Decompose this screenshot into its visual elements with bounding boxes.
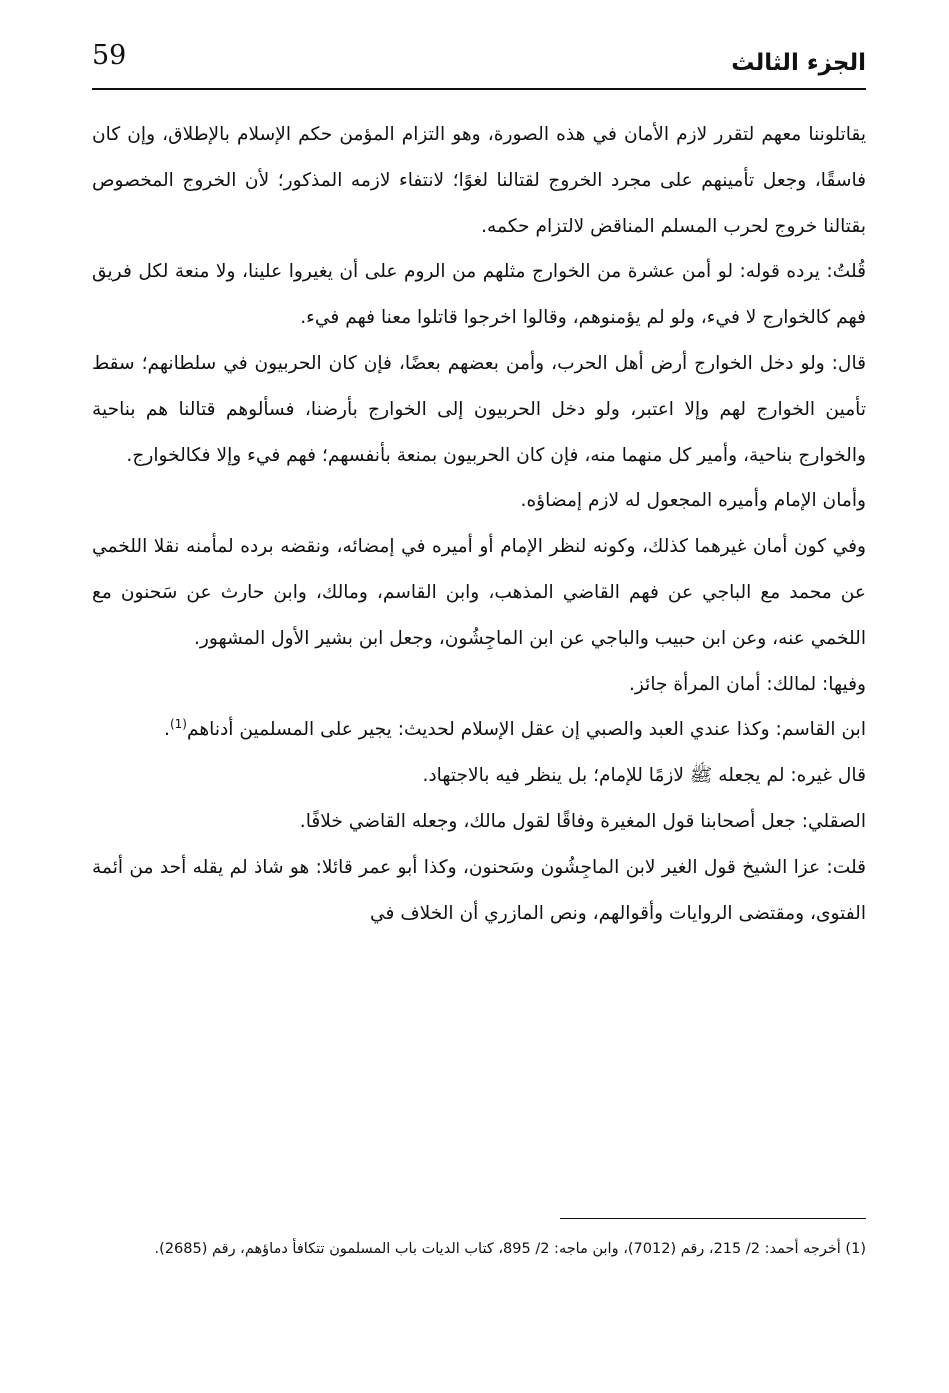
paragraph-with-footnote (92, 707, 866, 753)
paragraph: قال: ولو دخل الخوارج أرض أهل الحرب، وأمن بعضهم بعضًا، فإن كان الحربيون في سلطانهم؛ سقط تأمين الخوارج لهم وإلا اعتبر، ولو دخل الحربيون إلى الخوارج بأرضنا، فسألوهم قتالنا هم بناحية والخوارج بناحية، وأمير كل منهما منه، فإن كان الحربيون بمنعة بأنفسهم؛ فهم فيء وإلا فكالخوارج. (92, 352, 866, 466)
paragraph-end: . (164, 719, 170, 741)
header-rule (92, 88, 866, 90)
footnote-separator (560, 1218, 866, 1219)
paragraph: وأمان الإمام وأميره المجعول له لازم إمضاؤه. (520, 490, 866, 512)
page-number: 59 (92, 40, 127, 71)
footnote: (1) أخرجه أحمد: 2/ 215، رقم (7012)، وابن ماجه: 2/ 895، كتاب الديات باب المسلمون تتكافأ دماؤهم، رقم (2685). (154, 1241, 866, 1257)
main-text (92, 112, 866, 936)
paragraph: وفيها: لمالك: أمان المرأة جائز. (629, 673, 866, 695)
paragraph: قُلتُ: يرده قوله: لو أمن عشرة من الخوارج مثلهم من الروم على أن يغيروا علينا، ولا منعة لكل فريق فهم كالخوارج لا فيء، ولو لم يؤمنوهم، وقالوا اخرجوا قاتلوا معنا فهم فيء. (92, 261, 866, 329)
footnotes (92, 1232, 866, 1267)
paragraph: وفي كون أمان غيرهما كذلك، وكونه لنظر الإمام أو أميره في إمضائه، ونقضه برده لمأمنه نقلا اللخمي عن محمد مع الباجي عن فهم القاضي المذهب، وابن القاسم، ومالك، وابن حارث عن سَحنون مع اللخمي عنه، وعن ابن حبيب والباجي عن ابن الماجِشُون، وجعل ابن بشير الأول المشهور. (92, 536, 866, 649)
paragraph-text: ابن القاسم: وكذا عندي العبد والصبي إن عقل الإسلام لحديث: يجير على المسلمين أدناهم (186, 719, 866, 741)
paragraph: الصقلي: جعل أصحابنا قول المغيرة وفاقًا لقول مالك، وجعله القاضي خلافًا. (299, 810, 866, 832)
paragraph: قال غيره: لم يجعله ﷺ لازمًا للإمام؛ بل ينظر فيه بالاجتهاد. (422, 765, 866, 787)
footnote-reference[interactable]: (1) (169, 717, 187, 732)
page-header (92, 36, 866, 86)
paragraph: يقاتلوننا معهم لتقرر لازم الأمان في هذه الصورة، وهو التزام المؤمن حكم الإسلام بالإطلاق، وإن كان فاسقًا، وجعل تأمينهم على مجرد الخروج لقتالنا لغوًا؛ لانتفاء لازمه المذكور؛ لأن الخروج المخصوص بقتالنا خروج لحرب المسلم المناقض لالتزام حكمه. (92, 124, 866, 237)
paragraph: قلت: عزا الشيخ قول الغير لابن الماجِشُون وسَحنون، وكذا أبو عمر قائلا: هو شاذ لم يقله أحد من أئمة الفتوى، ومقتضى الروايات وأقوالهم، ونص المازري أن الخلاف في (92, 856, 866, 924)
part-title: الجزء الثالث (731, 50, 866, 76)
